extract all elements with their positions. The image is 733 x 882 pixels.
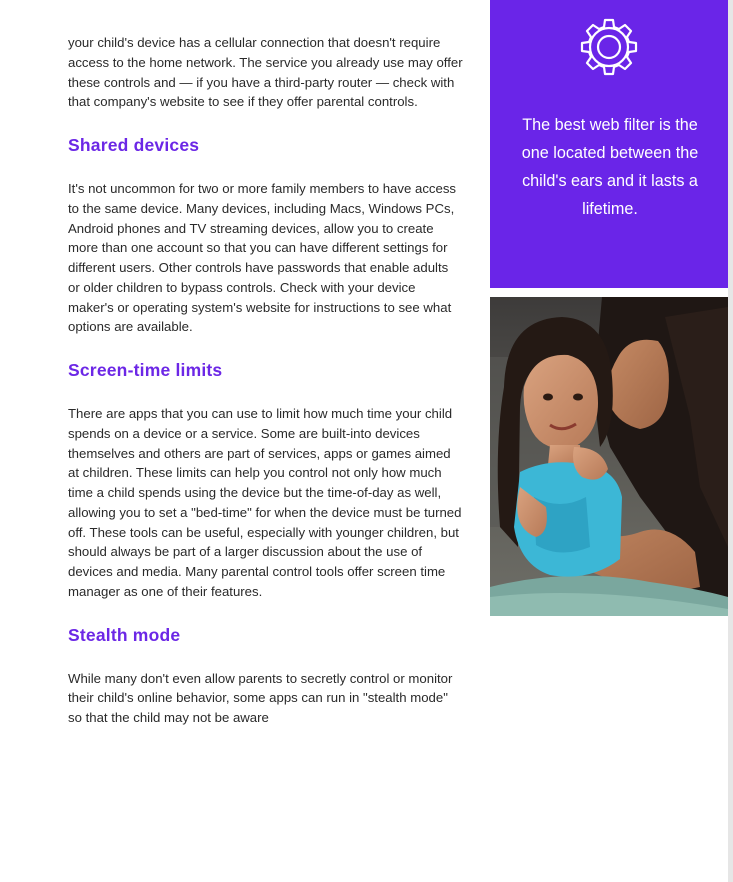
article-body [68,33,463,728]
heading-shared-devices: Shared devices [68,135,200,155]
paragraph-stealth-mode: While many don't even allow parents to secretly control or monitor their child's online behavior, some apps can run in "stealth mode" so that the child may not be aware [68,670,453,725]
heading-screen-time-limits: Screen-time limits [68,360,223,380]
callout-quote: The best web filter is the one located between the child's ears and it lasts a lifetime. [521,116,699,218]
page-edge [728,0,733,882]
mother-daughter-photo [490,297,728,616]
heading-stealth-mode: Stealth mode [68,624,181,645]
intro-paragraph: your child's device has a cellular connection that doesn't require access to the home network. The service you already use may offer these controls and — if you have a third-party router — check with that company's website to see if they offer parental controls. [68,35,463,110]
gear-icon [576,16,642,82]
quote-callout [490,0,728,288]
paragraph-shared-devices: It's not uncommon for two or more family members to have access to the same device. Many devices, including Macs, Windows PCs, Android phones and TV streaming devices, allow you to create more than one account so that you can have different settings for different users. Other controls have passwords that enable adults or older children to bypass controls. Check with your device maker's or operating system's website for instructions to see what options are available. [68,181,457,335]
paragraph-screen-time-limits: There are apps that you can use to limit how much time your child spends on a device or a service. Some are built-into devices themselves and others are part of services, apps or games aimed at children. These limits can help you control not only how much time a child spends using the device but the time-of-day as well, allowing you to set a "bed-time" for when the device must be turned off. These tools can be useful, especially with younger children, but should always be part of a larger discussion about the use of devices and media. Many parental control tools offer screen time manager as one of their features. [68,406,462,599]
